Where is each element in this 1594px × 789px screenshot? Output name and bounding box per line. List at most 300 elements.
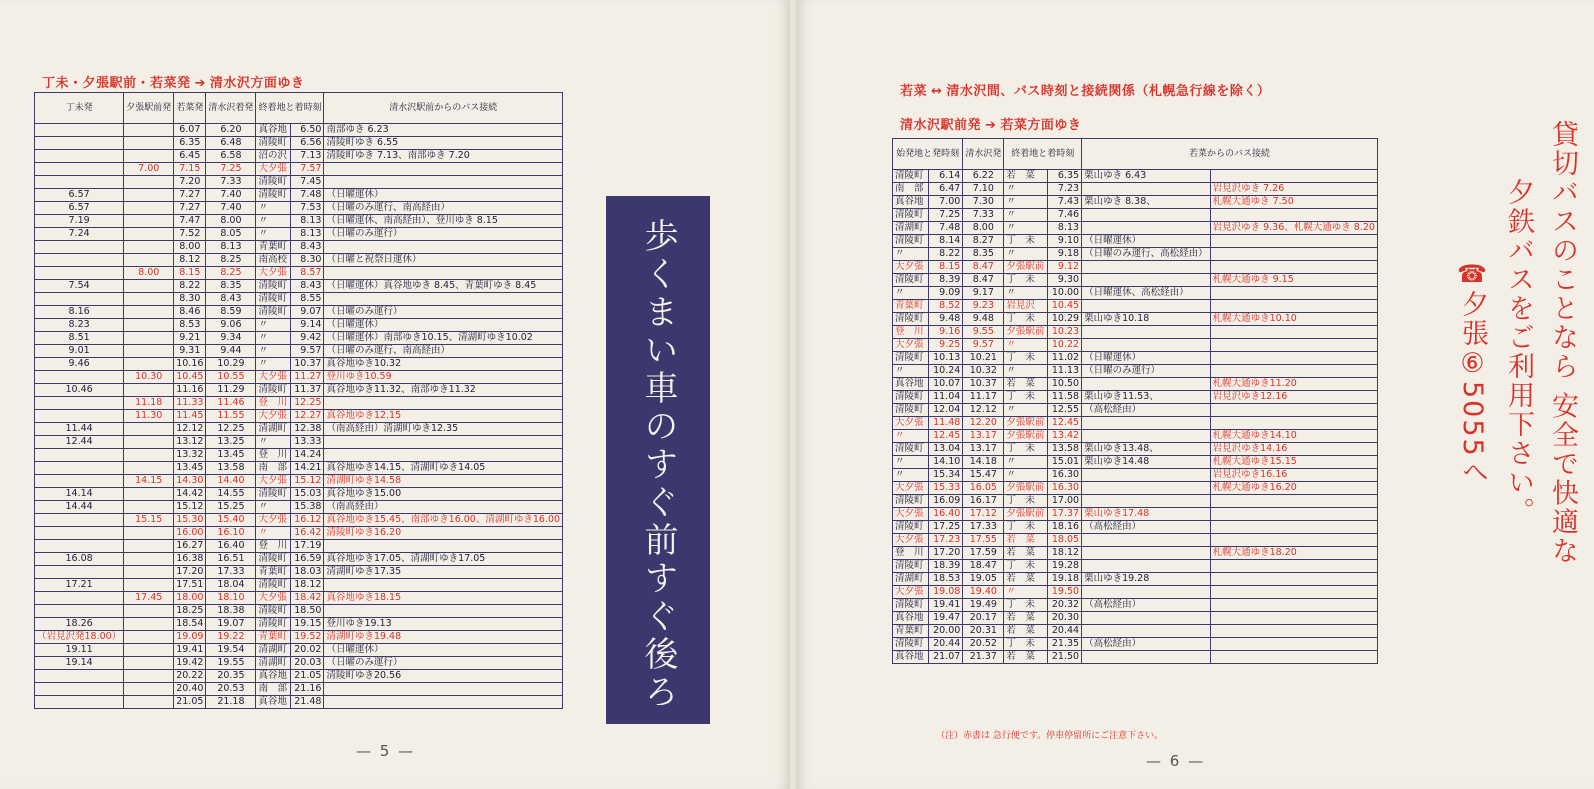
cell-arrival: 21.50 — [1048, 651, 1082, 664]
cell-yubari-dep: 10.30 — [124, 371, 174, 384]
cell-origin-time: 20.44 — [929, 638, 963, 651]
cell-connection-express — [1210, 586, 1377, 599]
cell-origin: 〃 — [893, 287, 929, 300]
cell-shimizusawa-dep: 21.37 — [963, 651, 1004, 664]
cell-arrival: 7.13 — [291, 150, 324, 163]
cell-wakana-dep: 15.12 — [174, 501, 206, 514]
ad-line-1: 貸切バスのことなら 安全で快適な — [1547, 120, 1578, 566]
header-shimizusawa-dep: 清水沢発 — [963, 139, 1004, 170]
cell-shimizusawa-time: 12.25 — [206, 423, 256, 436]
table-row — [35, 241, 563, 254]
cell-shimizusawa-time: 8.35 — [206, 280, 256, 293]
cell-wakana-dep: 11.16 — [174, 384, 206, 397]
table-row — [893, 339, 1378, 352]
cell-terminal: 清陵町 — [256, 579, 291, 592]
cell-shimizusawa-time: 16.40 — [206, 540, 256, 553]
cell-shimizusawa-dep: 8.00 — [963, 222, 1004, 235]
cell-shimizusawa-dep: 7.30 — [963, 196, 1004, 209]
cell-connection: 真谷地ゆき17.05、清湖町ゆき17.05 — [324, 553, 563, 566]
cell-terminal: 若 菜 — [1004, 625, 1048, 638]
cell-origin-time: 14.10 — [929, 456, 963, 469]
cell-connection: 真谷地ゆき12.15 — [324, 410, 563, 423]
cell-choumi-dep: 19.14 — [35, 657, 124, 670]
cell-connection: 真谷地ゆき15.00 — [324, 488, 563, 501]
cell-terminal: 清陵町 — [256, 488, 291, 501]
cell-arrival: 12.45 — [1048, 417, 1082, 430]
cell-connection-express: 札幌大通ゆき18.20 — [1210, 547, 1377, 560]
cell-origin-time: 17.23 — [929, 534, 963, 547]
cell-origin: 真谷地 — [893, 612, 929, 625]
cell-terminal: 南高校 — [256, 254, 291, 267]
cell-yubari-dep — [124, 618, 174, 631]
cell-origin-time: 18.39 — [929, 560, 963, 573]
cell-yubari-dep — [124, 566, 174, 579]
cell-yubari-dep: 11.18 — [124, 397, 174, 410]
cell-arrival: 10.29 — [1048, 313, 1082, 326]
cell-shimizusawa-time: 6.20 — [206, 124, 256, 137]
table-row — [35, 592, 563, 605]
cell-choumi-dep: 14.44 — [35, 501, 124, 514]
cell-choumi-dep — [35, 670, 124, 683]
cell-connection-express: 札幌大通ゆき10.10 — [1210, 313, 1377, 326]
cell-terminal: 丁 未 — [1004, 235, 1048, 248]
cell-connection: 登川ゆき19.13 — [324, 618, 563, 631]
cell-connection: （日曜のみ運行） — [324, 306, 563, 319]
cell-shimizusawa-time: 13.25 — [206, 436, 256, 449]
cell-connection-express: 札幌大通ゆき 7.50 — [1210, 196, 1377, 209]
double-arrow-icon: ↔ — [931, 84, 943, 99]
table-row — [35, 280, 563, 293]
cell-terminal: 夕張駅前 — [1004, 482, 1048, 495]
cell-connection: （日曜運休、南高経由）、登川ゆき 8.15 — [324, 215, 563, 228]
cell-connection — [1082, 417, 1211, 430]
cell-connection-express — [1210, 248, 1377, 261]
cell-terminal: 青葉町 — [256, 631, 291, 644]
right-title-text: 清水沢間、バス時刻と接続関係（札幌急行線を除く） — [946, 84, 1271, 99]
cell-arrival: 7.43 — [1048, 196, 1082, 209]
table-row — [893, 209, 1378, 222]
cell-connection: 真谷地ゆき18.15 — [324, 592, 563, 605]
cell-arrival: 10.00 — [1048, 287, 1082, 300]
cell-arrival: 7.23 — [1048, 183, 1082, 196]
cell-arrival: 16.42 — [291, 527, 324, 540]
table-row — [35, 358, 563, 371]
cell-arrival: 11.13 — [1048, 365, 1082, 378]
cell-terminal: 登 川 — [256, 397, 291, 410]
cell-choumi-dep: 12.44 — [35, 436, 124, 449]
cell-origin: 〃 — [893, 365, 929, 378]
cell-origin-time: 11.04 — [929, 391, 963, 404]
cell-shimizusawa-dep: 11.17 — [963, 391, 1004, 404]
cell-terminal: 〃 — [1004, 248, 1048, 261]
cell-wakana-dep: 11.45 — [174, 410, 206, 423]
cell-choumi-dep — [35, 683, 124, 696]
cell-connection — [324, 163, 563, 176]
cell-connection — [1082, 378, 1211, 391]
table-row — [893, 534, 1378, 547]
cell-wakana-dep: 13.12 — [174, 436, 206, 449]
cell-arrival: 18.12 — [1048, 547, 1082, 560]
cell-yubari-dep — [124, 176, 174, 189]
cell-arrival: 7.53 — [291, 202, 324, 215]
cell-terminal: 〃 — [256, 345, 291, 358]
cell-terminal: 夕張駅前 — [1004, 430, 1048, 443]
table-row — [893, 196, 1378, 209]
table-row — [893, 651, 1378, 664]
cell-arrival: 18.05 — [1048, 534, 1082, 547]
cell-terminal: 真谷地 — [256, 670, 291, 683]
cell-arrival: 18.42 — [291, 592, 324, 605]
cell-connection: （日曜運休） — [1082, 235, 1211, 248]
cell-connection: （日曜運休）南部ゆき10.15、清湖町ゆき10.02 — [324, 332, 563, 345]
cell-arrival: 8.43 — [291, 280, 324, 293]
cell-arrival: 6.56 — [291, 137, 324, 150]
cell-yubari-dep — [124, 358, 174, 371]
table-row — [893, 430, 1378, 443]
cell-connection-express: 岩見沢ゆき16.16 — [1210, 469, 1377, 482]
cell-shimizusawa-dep: 17.33 — [963, 521, 1004, 534]
cell-arrival: 20.30 — [1048, 612, 1082, 625]
cell-connection: 栗山ゆき19.28 — [1082, 573, 1211, 586]
cell-arrival: 7.48 — [291, 189, 324, 202]
cell-connection — [1082, 625, 1211, 638]
table-row — [35, 579, 563, 592]
cell-terminal: 〃 — [1004, 209, 1048, 222]
cell-choumi-dep: 8.16 — [35, 306, 124, 319]
cell-connection — [1082, 339, 1211, 352]
cell-connection — [324, 540, 563, 553]
table-row — [893, 248, 1378, 261]
cell-arrival: 19.52 — [291, 631, 324, 644]
cell-shimizusawa-dep: 16.05 — [963, 482, 1004, 495]
cell-terminal: 清湖町 — [256, 644, 291, 657]
cell-yubari-dep: 14.15 — [124, 475, 174, 488]
cell-terminal: 若 菜 — [1004, 378, 1048, 391]
cell-terminal: 〃 — [256, 527, 291, 540]
table-row — [35, 527, 563, 540]
cell-connection: （日曜のみ運行） — [1082, 365, 1211, 378]
cell-shimizusawa-time: 7.33 — [206, 176, 256, 189]
cell-choumi-dep: 16.08 — [35, 553, 124, 566]
cell-connection — [324, 436, 563, 449]
cell-connection: 栗山ゆき17.48 — [1082, 508, 1211, 521]
table-row — [35, 631, 563, 644]
cell-shimizusawa-time: 7.25 — [206, 163, 256, 176]
table-row — [893, 365, 1378, 378]
cell-arrival: 9.18 — [1048, 248, 1082, 261]
cell-wakana-dep: 8.30 — [174, 293, 206, 306]
table-row — [893, 482, 1378, 495]
table-row — [35, 644, 563, 657]
cell-origin: 〃 — [893, 430, 929, 443]
cell-arrival: 8.30 — [291, 254, 324, 267]
cell-terminal: 〃 — [1004, 339, 1048, 352]
cell-yubari-dep — [124, 202, 174, 215]
cell-origin-time: 9.16 — [929, 326, 963, 339]
cell-yubari-dep — [124, 527, 174, 540]
cell-wakana-dep: 16.27 — [174, 540, 206, 553]
cell-connection-express — [1210, 508, 1377, 521]
cell-arrival: 10.50 — [1048, 378, 1082, 391]
cell-arrival: 19.28 — [1048, 560, 1082, 573]
cell-terminal: 〃 — [256, 202, 291, 215]
table-row — [893, 326, 1378, 339]
cell-origin: 大夕張 — [893, 482, 929, 495]
cell-connection — [1082, 274, 1211, 287]
table-row — [35, 475, 563, 488]
cell-arrival: 19.15 — [291, 618, 324, 631]
cell-arrival: 17.37 — [1048, 508, 1082, 521]
cell-connection-express — [1210, 287, 1377, 300]
right-timetable — [892, 138, 1378, 664]
cell-connection: （高松経由） — [1082, 638, 1211, 651]
cell-wakana-dep: 14.30 — [174, 475, 206, 488]
table-row — [893, 300, 1378, 313]
cell-wakana-dep: 17.20 — [174, 566, 206, 579]
table-row — [35, 228, 563, 241]
ad-phone-number: 夕張⑥5055へ — [1457, 290, 1488, 487]
cell-terminal: 大夕張 — [256, 163, 291, 176]
cell-terminal: 登 川 — [256, 540, 291, 553]
table-row — [893, 560, 1378, 573]
cell-arrival: 15.03 — [291, 488, 324, 501]
cell-connection: 清陵町ゆき 7.13、南部ゆき 7.20 — [324, 150, 563, 163]
cell-connection — [1082, 495, 1211, 508]
cell-origin: 清陵町 — [893, 209, 929, 222]
cell-connection — [324, 241, 563, 254]
table-row — [893, 599, 1378, 612]
cell-shimizusawa-dep: 9.48 — [963, 313, 1004, 326]
cell-connection-express — [1210, 560, 1377, 573]
cell-choumi-dep: 7.24 — [35, 228, 124, 241]
cell-wakana-dep: 9.21 — [174, 332, 206, 345]
table-row — [35, 332, 563, 345]
cell-shimizusawa-dep: 20.17 — [963, 612, 1004, 625]
table-row — [893, 586, 1378, 599]
cell-origin: 大夕張 — [893, 417, 929, 430]
cell-origin-time: 15.34 — [929, 469, 963, 482]
cell-wakana-dep: 20.40 — [174, 683, 206, 696]
cell-arrival: 8.43 — [291, 241, 324, 254]
cell-yubari-dep — [124, 657, 174, 670]
cell-connection: 清湖町ゆき17.35 — [324, 566, 563, 579]
cell-terminal: 南 部 — [256, 462, 291, 475]
cell-connection-express: 札幌大通ゆき 9.15 — [1210, 274, 1377, 287]
cell-connection-express — [1210, 404, 1377, 417]
cell-choumi-dep — [35, 163, 124, 176]
cell-origin: 清陵町 — [893, 352, 929, 365]
cell-choumi-dep — [35, 475, 124, 488]
header-wakana: 若菜発 — [174, 93, 206, 124]
cell-shimizusawa-dep: 13.17 — [963, 443, 1004, 456]
cell-connection-express: 岩見沢ゆき14.16 — [1210, 443, 1377, 456]
cell-shimizusawa-time: 8.59 — [206, 306, 256, 319]
cell-yubari-dep — [124, 306, 174, 319]
cell-connection-express — [1210, 339, 1377, 352]
cell-yubari-dep: 7.00 — [124, 163, 174, 176]
cell-choumi-dep: 6.57 — [35, 189, 124, 202]
cell-shimizusawa-dep: 9.23 — [963, 300, 1004, 313]
cell-origin: 清陵町 — [893, 521, 929, 534]
cell-shimizusawa-dep: 17.55 — [963, 534, 1004, 547]
cell-origin: 南 部 — [893, 183, 929, 196]
table-row — [35, 397, 563, 410]
cell-arrival: 7.57 — [291, 163, 324, 176]
cell-yubari-dep — [124, 436, 174, 449]
cell-origin-time: 6.14 — [929, 170, 963, 183]
cell-terminal: 夕張駅前 — [1004, 326, 1048, 339]
cell-terminal: 丁 未 — [1004, 599, 1048, 612]
cell-terminal: 〃 — [1004, 183, 1048, 196]
cell-terminal: 丁 未 — [1004, 638, 1048, 651]
cell-arrival: 18.16 — [1048, 521, 1082, 534]
cell-terminal: 登 川 — [256, 449, 291, 462]
cell-origin-time: 8.15 — [929, 261, 963, 274]
cell-connection-express: 札幌大通ゆき14.10 — [1210, 430, 1377, 443]
cell-wakana-dep: 8.22 — [174, 280, 206, 293]
left-route-heading — [42, 72, 304, 91]
cell-yubari-dep — [124, 254, 174, 267]
cell-connection: （南高経由）清湖町ゆき12.35 — [324, 423, 563, 436]
cell-arrival: 16.12 — [291, 514, 324, 527]
cell-yubari-dep — [124, 189, 174, 202]
cell-terminal: 夕張駅前 — [1004, 417, 1048, 430]
cell-connection: 登川ゆき10.59 — [324, 371, 563, 384]
cell-arrival: 9.07 — [291, 306, 324, 319]
cell-terminal: 大夕張 — [256, 410, 291, 423]
table-row — [893, 235, 1378, 248]
left-route-origin: 丁未・夕張駅前・若菜発 — [42, 76, 191, 91]
cell-origin-time: 19.08 — [929, 586, 963, 599]
cell-choumi-dep — [35, 241, 124, 254]
cell-arrival: 13.58 — [1048, 443, 1082, 456]
cell-terminal: 〃 — [1004, 365, 1048, 378]
cell-connection-express — [1210, 170, 1377, 183]
cell-connection: 清陵町ゆき16.20 — [324, 527, 563, 540]
cell-choumi-dep — [35, 696, 124, 709]
cell-yubari-dep — [124, 384, 174, 397]
cell-wakana-dep: 16.38 — [174, 553, 206, 566]
cell-choumi-dep: （岩見沢発18.00） — [35, 631, 124, 644]
cell-terminal: 岩見沢 — [1004, 300, 1048, 313]
cell-terminal: 〃 — [1004, 469, 1048, 482]
cell-terminal: 〃 — [256, 332, 291, 345]
cell-terminal: 真谷地 — [256, 124, 291, 137]
cell-arrival: 6.35 — [1048, 170, 1082, 183]
cell-connection-express — [1210, 625, 1377, 638]
cell-choumi-dep: 11.44 — [35, 423, 124, 436]
cell-connection-express: 札幌大通ゆき16.20 — [1210, 482, 1377, 495]
table-row — [35, 124, 563, 137]
cell-connection: 清陵町ゆき20.56 — [324, 670, 563, 683]
header-choumi: 丁未発 — [35, 93, 124, 124]
cell-wakana-dep: 7.27 — [174, 202, 206, 215]
cell-connection: （高松経由） — [1082, 404, 1211, 417]
cell-connection: （日曜のみ運行、高松経由） — [1082, 248, 1211, 261]
cell-choumi-dep: 8.51 — [35, 332, 124, 345]
cell-arrival: 9.42 — [291, 332, 324, 345]
cell-terminal: 青葉町 — [256, 241, 291, 254]
table-row — [35, 553, 563, 566]
cell-connection — [324, 293, 563, 306]
cell-arrival: 12.55 — [1048, 404, 1082, 417]
cell-origin: 大夕張 — [893, 339, 929, 352]
cell-connection: 栗山ゆき14.48 — [1082, 456, 1211, 469]
cell-connection — [324, 397, 563, 410]
cell-choumi-dep — [35, 371, 124, 384]
cell-shimizusawa-time: 8.00 — [206, 215, 256, 228]
cell-connection — [324, 267, 563, 280]
cell-yubari-dep — [124, 670, 174, 683]
cell-connection — [1082, 209, 1211, 222]
cell-connection — [1082, 300, 1211, 313]
cell-wakana-dep: 8.12 — [174, 254, 206, 267]
cell-wakana-dep: 12.12 — [174, 423, 206, 436]
cell-yubari-dep — [124, 319, 174, 332]
table-row — [35, 566, 563, 579]
table-row — [893, 508, 1378, 521]
table-row — [893, 261, 1378, 274]
cell-yubari-dep — [124, 462, 174, 475]
cell-choumi-dep — [35, 254, 124, 267]
cell-origin: 清陵町 — [893, 638, 929, 651]
cell-terminal: 〃 — [1004, 287, 1048, 300]
cell-connection-express — [1210, 599, 1377, 612]
cell-shimizusawa-time: 11.46 — [206, 397, 256, 410]
cell-origin-time: 7.25 — [929, 209, 963, 222]
cell-wakana-dep: 7.20 — [174, 176, 206, 189]
cell-choumi-dep: 10.46 — [35, 384, 124, 397]
cell-wakana-dep: 19.41 — [174, 644, 206, 657]
cell-wakana-dep: 16.00 — [174, 527, 206, 540]
cell-connection-express — [1210, 261, 1377, 274]
table-row — [893, 612, 1378, 625]
cell-shimizusawa-time: 9.34 — [206, 332, 256, 345]
cell-terminal: 丁 未 — [1004, 274, 1048, 287]
cell-connection-express — [1210, 495, 1377, 508]
cell-origin: 清陵町 — [893, 391, 929, 404]
cell-connection — [1082, 430, 1211, 443]
cell-shimizusawa-dep: 8.35 — [963, 248, 1004, 261]
table-row — [35, 254, 563, 267]
cell-connection — [1082, 534, 1211, 547]
cell-shimizusawa-dep: 13.17 — [963, 430, 1004, 443]
cell-connection-express: 札幌大通ゆき11.20 — [1210, 378, 1377, 391]
cell-terminal: 〃 — [256, 228, 291, 241]
cell-origin: 大夕張 — [893, 586, 929, 599]
cell-origin-time: 7.00 — [929, 196, 963, 209]
right-title — [900, 80, 1270, 99]
cell-yubari-dep — [124, 280, 174, 293]
header-terminal-right: 終着地と着時刻 — [1004, 139, 1082, 170]
cell-shimizusawa-time: 6.48 — [206, 137, 256, 150]
header-origin: 始発地と発時刻 — [893, 139, 963, 170]
cell-choumi-dep — [35, 293, 124, 306]
cell-arrival: 8.13 — [291, 215, 324, 228]
cell-origin-time: 19.41 — [929, 599, 963, 612]
header-yubari-station: 夕張駅前発 — [124, 93, 174, 124]
cell-origin: 清湖町 — [893, 573, 929, 586]
cell-yubari-dep — [124, 423, 174, 436]
right-route-destination: 若菜方面ゆき — [1000, 118, 1082, 133]
cell-shimizusawa-time: 11.29 — [206, 384, 256, 397]
cell-yubari-dep — [124, 228, 174, 241]
table-row — [35, 501, 563, 514]
cell-choumi-dep — [35, 124, 124, 137]
table-row — [893, 352, 1378, 365]
cell-terminal: 大夕張 — [256, 514, 291, 527]
cell-shimizusawa-dep: 7.10 — [963, 183, 1004, 196]
